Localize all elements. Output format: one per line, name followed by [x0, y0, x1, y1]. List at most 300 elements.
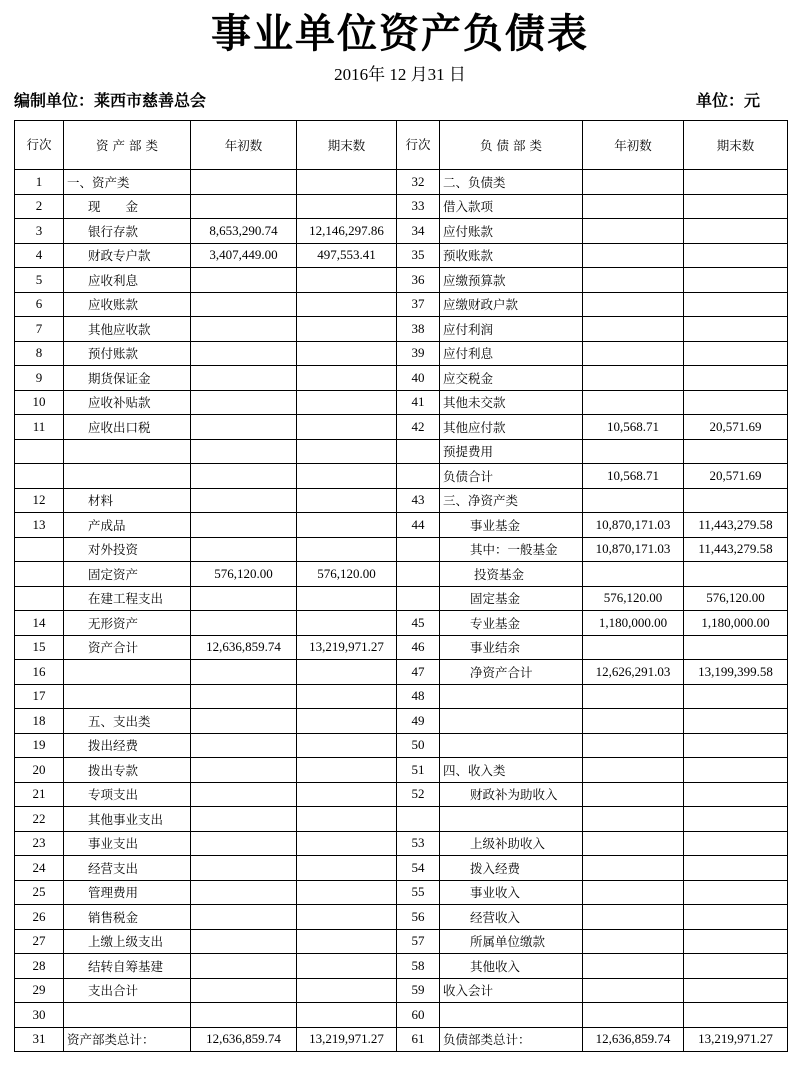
liability-begin-value — [583, 292, 684, 317]
page-title: 事业单位资产负债表 — [211, 10, 589, 57]
liability-item-label: 事业基金 — [440, 513, 583, 538]
liability-item-label: 收入会计 — [440, 978, 583, 1003]
table-row — [15, 219, 788, 244]
row-number-right — [397, 586, 440, 611]
asset-end-value — [297, 807, 397, 832]
row-number-right: 46 — [397, 635, 440, 660]
liability-end-value — [684, 880, 788, 905]
asset-begin-value — [191, 905, 297, 930]
liability-item-label: 三、净资产类 — [440, 488, 583, 513]
row-number-right: 49 — [397, 709, 440, 734]
asset-item-label: 五、支出类 — [64, 709, 191, 734]
asset-end-value — [297, 488, 397, 513]
asset-item-label: 固定资产 — [64, 562, 191, 587]
row-number-left: 10 — [15, 390, 64, 415]
table-row — [15, 684, 788, 709]
liability-begin-value — [583, 929, 684, 954]
asset-begin-value — [191, 611, 297, 636]
asset-begin-value — [191, 390, 297, 415]
table-row — [15, 537, 788, 562]
asset-item-label: 管理费用 — [64, 880, 191, 905]
asset-begin-value — [191, 660, 297, 685]
asset-begin-value — [191, 292, 297, 317]
table-row — [15, 513, 788, 538]
liability-begin-value — [583, 978, 684, 1003]
row-number-right: 57 — [397, 929, 440, 954]
liability-end-value — [684, 439, 788, 464]
liability-begin-value — [583, 317, 684, 342]
asset-end-value — [297, 341, 397, 366]
asset-item-label: 上缴上级支出 — [64, 929, 191, 954]
row-number-right: 47 — [397, 660, 440, 685]
row-number-left: 28 — [15, 954, 64, 979]
row-number-left: 30 — [15, 1003, 64, 1028]
asset-item-label: 经营支出 — [64, 856, 191, 881]
row-number-left: 7 — [15, 317, 64, 342]
asset-item-label: 在建工程支出 — [64, 586, 191, 611]
asset-begin-value — [191, 733, 297, 758]
row-number-left — [15, 439, 64, 464]
liability-begin-value — [583, 807, 684, 832]
liability-end-value: 576,120.00 — [684, 586, 788, 611]
row-number-left: 26 — [15, 905, 64, 930]
table-row — [15, 341, 788, 366]
table-row — [15, 464, 788, 489]
liability-item-label: 应付利息 — [440, 341, 583, 366]
asset-item-label: 期货保证金 — [64, 366, 191, 391]
asset-begin-value — [191, 341, 297, 366]
row-number-left — [15, 562, 64, 587]
asset-item-label: 应收账款 — [64, 292, 191, 317]
liability-item-label: 负债合计 — [440, 464, 583, 489]
header-row-number-right: 行次 — [397, 121, 440, 170]
liability-begin-value: 1,180,000.00 — [583, 611, 684, 636]
row-number-left: 14 — [15, 611, 64, 636]
asset-end-value — [297, 292, 397, 317]
table-row — [15, 366, 788, 391]
table-header-row — [15, 121, 788, 170]
liability-item-label — [440, 807, 583, 832]
asset-item-label — [64, 684, 191, 709]
currency-unit-label: 单位：元 — [695, 91, 760, 110]
liability-begin-value — [583, 341, 684, 366]
asset-begin-value — [191, 415, 297, 440]
liability-end-value — [684, 170, 788, 195]
asset-end-value — [297, 684, 397, 709]
liability-item-label: 应交税金 — [440, 366, 583, 391]
asset-item-label: 应收利息 — [64, 268, 191, 293]
liability-end-value — [684, 292, 788, 317]
asset-item-label: 无形资产 — [64, 611, 191, 636]
table-row — [15, 880, 788, 905]
asset-begin-value — [191, 954, 297, 979]
liability-begin-value — [583, 758, 684, 783]
liability-begin-value: 12,626,291.03 — [583, 660, 684, 685]
asset-begin-value — [191, 586, 297, 611]
liability-begin-value: 12,636,859.74 — [583, 1027, 684, 1052]
liability-item-label: 净资产合计 — [440, 660, 583, 685]
liability-item-label: 借入款项 — [440, 194, 583, 219]
liability-item-label: 上级补助收入 — [440, 831, 583, 856]
row-number-right: 60 — [397, 1003, 440, 1028]
row-number-left: 3 — [15, 219, 64, 244]
asset-end-value: 576,120.00 — [297, 562, 397, 587]
asset-item-label: 专项支出 — [64, 782, 191, 807]
asset-begin-value: 8,653,290.74 — [191, 219, 297, 244]
row-number-right: 41 — [397, 390, 440, 415]
liability-begin-value — [583, 170, 684, 195]
row-number-left: 17 — [15, 684, 64, 709]
asset-end-value: 13,219,971.27 — [297, 635, 397, 660]
row-number-left: 11 — [15, 415, 64, 440]
row-number-right — [397, 464, 440, 489]
row-number-left: 8 — [15, 341, 64, 366]
row-number-left: 23 — [15, 831, 64, 856]
asset-end-value — [297, 415, 397, 440]
liability-item-label: 其他应付款 — [440, 415, 583, 440]
liability-end-value — [684, 782, 788, 807]
asset-end-value — [297, 194, 397, 219]
header-begin-left: 年初数 — [191, 121, 297, 170]
asset-begin-value — [191, 537, 297, 562]
liability-end-value — [684, 317, 788, 342]
asset-begin-value — [191, 709, 297, 734]
liability-item-label: 应缴预算款 — [440, 268, 583, 293]
row-number-right: 37 — [397, 292, 440, 317]
liability-item-label — [440, 1003, 583, 1028]
liability-end-value — [684, 758, 788, 783]
liability-item-label: 预收账款 — [440, 243, 583, 268]
liability-begin-value — [583, 562, 684, 587]
header-begin-right: 年初数 — [583, 121, 684, 170]
row-number-left: 29 — [15, 978, 64, 1003]
asset-item-label: 预付账款 — [64, 341, 191, 366]
row-number-left: 18 — [15, 709, 64, 734]
row-number-right — [397, 562, 440, 587]
asset-begin-value: 3,407,449.00 — [191, 243, 297, 268]
liability-begin-value — [583, 831, 684, 856]
asset-end-value — [297, 978, 397, 1003]
table-row — [15, 635, 788, 660]
asset-end-value — [297, 709, 397, 734]
row-number-right: 45 — [397, 611, 440, 636]
liability-end-value — [684, 807, 788, 832]
liability-item-label: 其他未交款 — [440, 390, 583, 415]
row-number-left: 24 — [15, 856, 64, 881]
asset-end-value — [297, 439, 397, 464]
row-number-right: 40 — [397, 366, 440, 391]
row-number-left: 12 — [15, 488, 64, 513]
liability-item-label: 应付账款 — [440, 219, 583, 244]
row-number-right: 43 — [397, 488, 440, 513]
table-row — [15, 660, 788, 685]
liability-item-label: 固定基金 — [440, 586, 583, 611]
asset-item-label — [64, 439, 191, 464]
liability-end-value — [684, 709, 788, 734]
liability-end-value — [684, 562, 788, 587]
liability-begin-value: 576,120.00 — [583, 586, 684, 611]
asset-item-label: 应收补贴款 — [64, 390, 191, 415]
liability-item-label: 应付利润 — [440, 317, 583, 342]
row-number-left — [15, 464, 64, 489]
asset-item-label: 材料 — [64, 488, 191, 513]
table-row — [15, 390, 788, 415]
liability-end-value: 20,571.69 — [684, 464, 788, 489]
asset-item-label — [64, 660, 191, 685]
row-number-right: 38 — [397, 317, 440, 342]
liability-end-value: 1,180,000.00 — [684, 611, 788, 636]
liability-item-label: 二、负债类 — [440, 170, 583, 195]
liability-end-value — [684, 635, 788, 660]
liability-end-value — [684, 219, 788, 244]
liability-end-value — [684, 905, 788, 930]
row-number-right: 35 — [397, 243, 440, 268]
table-row — [15, 415, 788, 440]
balance-sheet-table — [14, 120, 788, 1052]
liability-end-value — [684, 194, 788, 219]
row-number-left: 22 — [15, 807, 64, 832]
asset-begin-value — [191, 831, 297, 856]
liability-end-value: 11,443,279.58 — [684, 537, 788, 562]
asset-item-label — [64, 464, 191, 489]
row-number-left: 13 — [15, 513, 64, 538]
row-number-left: 20 — [15, 758, 64, 783]
asset-end-value — [297, 905, 397, 930]
liability-end-value: 20,571.69 — [684, 415, 788, 440]
asset-item-label: 拨出专款 — [64, 758, 191, 783]
table-row — [15, 317, 788, 342]
asset-item-label: 其他事业支出 — [64, 807, 191, 832]
row-number-right: 52 — [397, 782, 440, 807]
row-number-left: 27 — [15, 929, 64, 954]
asset-item-label: 拨出经费 — [64, 733, 191, 758]
row-number-right: 58 — [397, 954, 440, 979]
liability-end-value — [684, 684, 788, 709]
liability-item-label: 负债部类总计： — [440, 1027, 583, 1052]
asset-begin-value: 576,120.00 — [191, 562, 297, 587]
liability-begin-value — [583, 366, 684, 391]
asset-end-value: 12,146,297.86 — [297, 219, 397, 244]
organization-label: 编制单位：莱西市慈善总会 — [14, 91, 207, 110]
asset-end-value — [297, 660, 397, 685]
row-number-left — [15, 586, 64, 611]
asset-end-value — [297, 366, 397, 391]
asset-begin-value — [191, 782, 297, 807]
liability-begin-value: 10,568.71 — [583, 415, 684, 440]
row-number-left — [15, 537, 64, 562]
liability-begin-value — [583, 488, 684, 513]
asset-item-label: 对外投资 — [64, 537, 191, 562]
row-number-right: 59 — [397, 978, 440, 1003]
liability-begin-value — [583, 390, 684, 415]
asset-end-value — [297, 880, 397, 905]
table-row — [15, 1003, 788, 1028]
row-number-left: 4 — [15, 243, 64, 268]
liability-begin-value — [583, 194, 684, 219]
liability-begin-value — [583, 856, 684, 881]
liability-end-value — [684, 390, 788, 415]
row-number-right: 48 — [397, 684, 440, 709]
asset-end-value — [297, 1003, 397, 1028]
asset-begin-value — [191, 684, 297, 709]
liability-begin-value — [583, 709, 684, 734]
row-number-right: 33 — [397, 194, 440, 219]
liability-begin-value — [583, 880, 684, 905]
liability-begin-value: 10,568.71 — [583, 464, 684, 489]
asset-begin-value — [191, 317, 297, 342]
row-number-right — [397, 439, 440, 464]
table-row — [15, 488, 788, 513]
liability-item-label: 专业基金 — [440, 611, 583, 636]
liability-end-value — [684, 341, 788, 366]
asset-item-label: 一、资产类 — [64, 170, 191, 195]
liability-begin-value — [583, 733, 684, 758]
asset-begin-value — [191, 366, 297, 391]
liability-end-value — [684, 929, 788, 954]
liability-item-label — [440, 684, 583, 709]
table-row — [15, 929, 788, 954]
table-row — [15, 807, 788, 832]
header-liability-category: 负 债 部 类 — [440, 121, 583, 170]
asset-begin-value — [191, 439, 297, 464]
table-row — [15, 243, 788, 268]
asset-begin-value — [191, 978, 297, 1003]
liability-begin-value — [583, 1003, 684, 1028]
row-number-right: 54 — [397, 856, 440, 881]
asset-end-value: 497,553.41 — [297, 243, 397, 268]
liability-begin-value — [583, 782, 684, 807]
liability-item-label: 事业收入 — [440, 880, 583, 905]
header-row-number-left: 行次 — [15, 121, 64, 170]
liability-begin-value — [583, 635, 684, 660]
asset-begin-value — [191, 194, 297, 219]
row-number-right: 39 — [397, 341, 440, 366]
liability-end-value: 13,219,971.27 — [684, 1027, 788, 1052]
liability-begin-value — [583, 243, 684, 268]
asset-begin-value — [191, 170, 297, 195]
asset-item-label: 银行存款 — [64, 219, 191, 244]
liability-item-label: 其中：一般基金 — [440, 537, 583, 562]
liability-begin-value: 10,870,171.03 — [583, 537, 684, 562]
asset-end-value — [297, 317, 397, 342]
asset-begin-value — [191, 807, 297, 832]
asset-end-value — [297, 611, 397, 636]
liability-item-label: 投资基金 — [440, 562, 583, 587]
liability-end-value — [684, 488, 788, 513]
asset-end-value — [297, 758, 397, 783]
asset-item-label: 现 金 — [64, 194, 191, 219]
liability-item-label: 应缴财政户款 — [440, 292, 583, 317]
asset-begin-value — [191, 464, 297, 489]
asset-end-value — [297, 513, 397, 538]
liability-begin-value — [583, 905, 684, 930]
asset-end-value — [297, 733, 397, 758]
liability-item-label: 事业结余 — [440, 635, 583, 660]
table-row — [15, 733, 788, 758]
row-number-left: 19 — [15, 733, 64, 758]
liability-begin-value — [583, 439, 684, 464]
liability-end-value — [684, 856, 788, 881]
row-number-right: 42 — [397, 415, 440, 440]
row-number-right — [397, 537, 440, 562]
liability-end-value — [684, 733, 788, 758]
liability-item-label: 预提费用 — [440, 439, 583, 464]
asset-end-value: 13,219,971.27 — [297, 1027, 397, 1052]
liability-begin-value — [583, 219, 684, 244]
liability-begin-value — [583, 684, 684, 709]
liability-begin-value — [583, 954, 684, 979]
asset-item-label: 支出合计 — [64, 978, 191, 1003]
liability-end-value — [684, 268, 788, 293]
table-row — [15, 562, 788, 587]
asset-end-value — [297, 537, 397, 562]
row-number-right: 53 — [397, 831, 440, 856]
liability-item-label — [440, 709, 583, 734]
table-row — [15, 611, 788, 636]
asset-end-value — [297, 586, 397, 611]
table-row — [15, 194, 788, 219]
liability-item-label: 其他收入 — [440, 954, 583, 979]
liability-end-value — [684, 831, 788, 856]
asset-end-value — [297, 170, 397, 195]
row-number-left: 25 — [15, 880, 64, 905]
row-number-right: 50 — [397, 733, 440, 758]
liability-item-label: 拨入经费 — [440, 856, 583, 881]
asset-begin-value — [191, 929, 297, 954]
row-number-right: 34 — [397, 219, 440, 244]
liability-begin-value: 10,870,171.03 — [583, 513, 684, 538]
row-number-right: 61 — [397, 1027, 440, 1052]
asset-item-label: 结转自筹基建 — [64, 954, 191, 979]
liability-item-label: 所属单位缴款 — [440, 929, 583, 954]
row-number-left: 5 — [15, 268, 64, 293]
asset-end-value — [297, 954, 397, 979]
liability-item-label: 经营收入 — [440, 905, 583, 930]
table-row — [15, 268, 788, 293]
asset-begin-value — [191, 488, 297, 513]
table-row — [15, 586, 788, 611]
row-number-left: 21 — [15, 782, 64, 807]
liability-item-label — [440, 733, 583, 758]
table-row — [15, 292, 788, 317]
asset-end-value — [297, 929, 397, 954]
table-row — [15, 978, 788, 1003]
table-row — [15, 831, 788, 856]
table-row — [15, 170, 788, 195]
asset-end-value — [297, 856, 397, 881]
report-date: 2016年 12 月31 日 — [334, 65, 466, 84]
liability-end-value — [684, 978, 788, 1003]
asset-begin-value: 12,636,859.74 — [191, 635, 297, 660]
asset-item-label: 其他应收款 — [64, 317, 191, 342]
liability-item-label: 财政补为助收入 — [440, 782, 583, 807]
row-number-left: 15 — [15, 635, 64, 660]
table-row — [15, 782, 788, 807]
asset-begin-value — [191, 268, 297, 293]
table-row — [15, 905, 788, 930]
asset-begin-value — [191, 1003, 297, 1028]
asset-end-value — [297, 831, 397, 856]
row-number-left: 1 — [15, 170, 64, 195]
row-number-left: 9 — [15, 366, 64, 391]
row-number-right: 56 — [397, 905, 440, 930]
asset-item-label: 销售税金 — [64, 905, 191, 930]
asset-end-value — [297, 390, 397, 415]
row-number-right — [397, 807, 440, 832]
row-number-right: 51 — [397, 758, 440, 783]
header-end-left: 期末数 — [297, 121, 397, 170]
liability-end-value — [684, 366, 788, 391]
